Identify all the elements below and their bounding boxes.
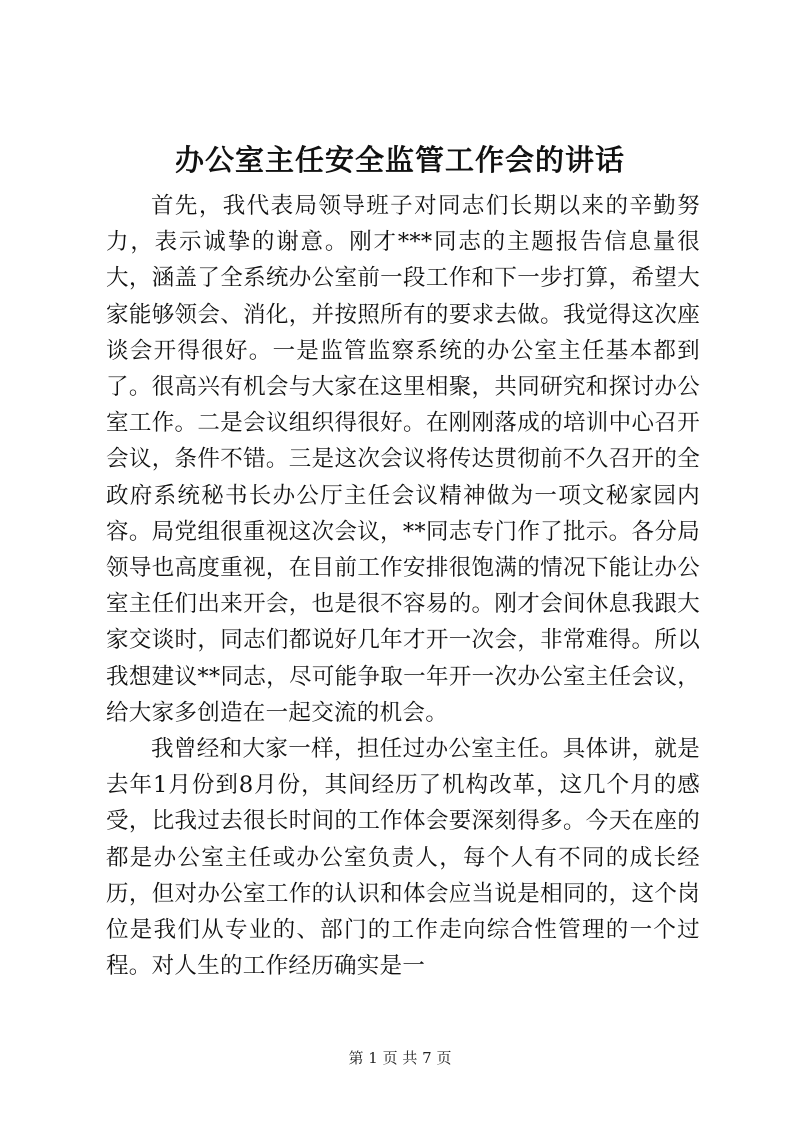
page-number-footer: 第 1 页 共 7 页 [348,1049,452,1067]
paragraph-1: 首先，我代表局领导班子对同志们长期以来的辛勤努力，表示诚挚的谢意。刚才***同志的主题报告信息量很大，涵盖了全系统办公室前一段工作和下一步打算，希望大家能够领会、消化，并按照所有的要求去做。我觉得这次座谈会开得很好。一是监管监察系统的办公室主任基本都到了。很高兴有机会与大家在这里相聚，共同研究和探讨办公室工作。二是会议组织得很好。在刚刚落成的培训中心召开会议，条件不错。三是这次会议将传达贯彻前不久召开的全政府系统秘书长办公厅主任会议精神做为一项文秘家园内容。局党组很重视这次会议，**同志专门作了批示。各分局领导也高度重视，在目前工作安排很饱满的情况下能让办公室主任们出来开会，也是很不容易的。刚才会间休息我跟大家交谈时，同志们都说好几年才开一次会，非常难得。所以我想建议**同志，尽可能争取一年开一次办公室主任会议，给大家多创造在一起交流的机会。 [106,193,700,726]
document-title: 办公室主任安全监管工作会的讲话 [174,143,625,177]
paragraph-2: 我曾经和大家一样，担任过办公室主任。具体讲，就是去年1月份到8月份，其间经历了机构改革，这几个月的感受，比我过去很长时间的工作体会要深刻得多。今天在座的都是办公室主任或办公室负责人，每个人有不同的成长经历，但对办公室工作的认识和体会应当说是相同的，这个岗位是我们从专业的、部门的工作走向综合性管理的一个过程。对人生的工作经历确实是一 [106,736,700,980]
document-body [106,188,700,984]
